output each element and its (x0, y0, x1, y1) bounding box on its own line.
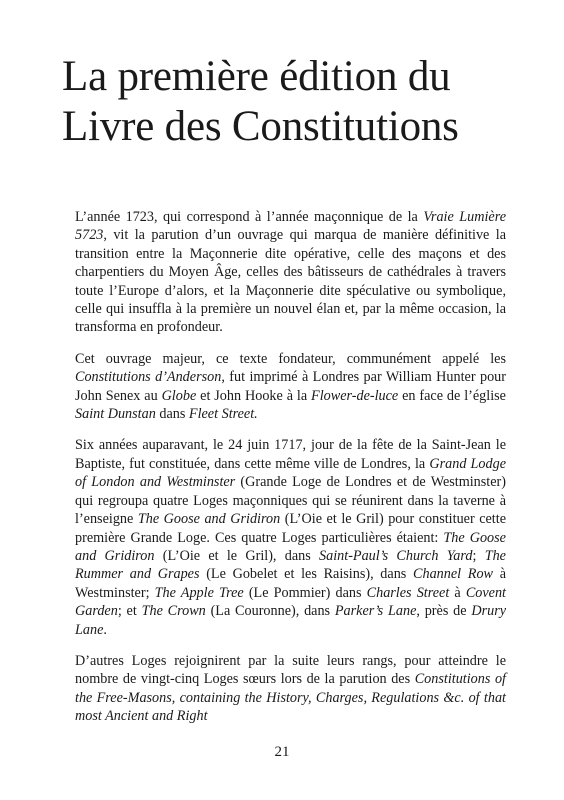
italic-text: Fleet Street. (188, 406, 258, 423)
text-run: (L’Oie et le Gril), dans (154, 547, 320, 564)
italic-text: Covent Garden (75, 584, 506, 620)
italic-text: Channel Row (413, 566, 494, 583)
italic-text: Globe (161, 387, 197, 404)
text-run: en face de l’église (398, 387, 506, 404)
text-run: (Le Pommier) dans (243, 584, 367, 601)
text-run: Six années auparavant, le 24 juin 1717, jour de la fête de la Saint-Jean le Baptiste, fut constituée, dans cette même ville de Londres, la (75, 437, 506, 472)
italic-text: The Rummer and Grapes (75, 547, 506, 583)
italic-text: Saint-Paul’s Church Yard (319, 547, 473, 564)
italic-text: Grand Lodge of London and Westminster (75, 455, 506, 491)
text-run: , vit la parution d’un ouvrage qui marqua de manière définitive la transition entre la Maçonnerie dite opérative, celle des maçons et des charpentiers du Moyen Âge, celles des bâtisseurs de cathédrales à travers toute l’Europe d’alors, et la Maçonnerie dite spéculative ou symbolique, celle qui insuffla à la première un nouvel élan et, par la même occasion, la transforma en profondeur. (75, 227, 506, 336)
text-run: à (449, 584, 466, 601)
text-run: ; et (117, 603, 142, 620)
italic-text: Drury Lane (75, 603, 507, 638)
italic-text: Constitutions of the Free-Masons, containing the History, Charges, Regulations &c. of that most Ancient and Right (75, 671, 506, 725)
text-run: . (103, 621, 107, 638)
paragraph (75, 652, 506, 726)
italic-text: The Goose and Gridiron (75, 529, 506, 564)
italic-text: Parker’s Lane (334, 603, 417, 620)
italic-text: Saint Dunstan (75, 406, 156, 423)
text-run: à Westminster; (75, 566, 507, 601)
text-run: D’autres Loges rejoignirent par la suite leurs rangs, pour atteindre le nombre de vingt-cinq Loges sœurs lors de la parution des (75, 652, 506, 688)
paragraph (75, 350, 506, 424)
text-run: dans (155, 406, 189, 423)
text-run: (La Couronne), dans (205, 603, 335, 620)
text-run: , près de (416, 603, 472, 620)
page-number: 21 (274, 744, 290, 760)
text-run: , fut imprimé à Londres par William Hunter pour John Senex au (75, 369, 506, 404)
text-run: ; (472, 547, 485, 564)
italic-text: The Crown (141, 603, 206, 620)
paragraph (75, 208, 506, 337)
paragraph (75, 436, 506, 638)
chapter-title-line-1: La première édition du (62, 53, 451, 100)
text-run: Cet ouvrage majeur, ce texte fondateur, communément appelé les (75, 350, 506, 367)
text-run: et John Hooke à la (196, 387, 312, 404)
chapter-title (62, 52, 522, 152)
body-text (75, 208, 506, 739)
italic-text: Charles Street (366, 584, 450, 601)
italic-text: The Goose and Gridiron (137, 511, 281, 528)
text-run: L’année 1723, qui correspond à l’année maçonnique de la (75, 209, 424, 225)
italic-text: Constitutions d’Anderson (75, 369, 222, 386)
text-run: (Grande Loge de Londres et de Westminster) qui regroupa quatre Loges maçonniques qui se réunirent dans la taverne à l’enseigne (75, 474, 506, 528)
italic-text: Vraie Lumière 5723 (75, 209, 506, 244)
text-run: (L’Oie et le Gril) pour constituer cette première Grande Loge. Ces quatre Loges particulières étaient: (75, 511, 506, 546)
italic-text: Flower-de-luce (311, 387, 399, 404)
chapter-title-line-2: Livre des Constitutions (62, 103, 459, 150)
text-run: (Le Gobelet et les Raisins), dans (199, 566, 414, 583)
italic-text: The Apple Tree (154, 584, 244, 601)
